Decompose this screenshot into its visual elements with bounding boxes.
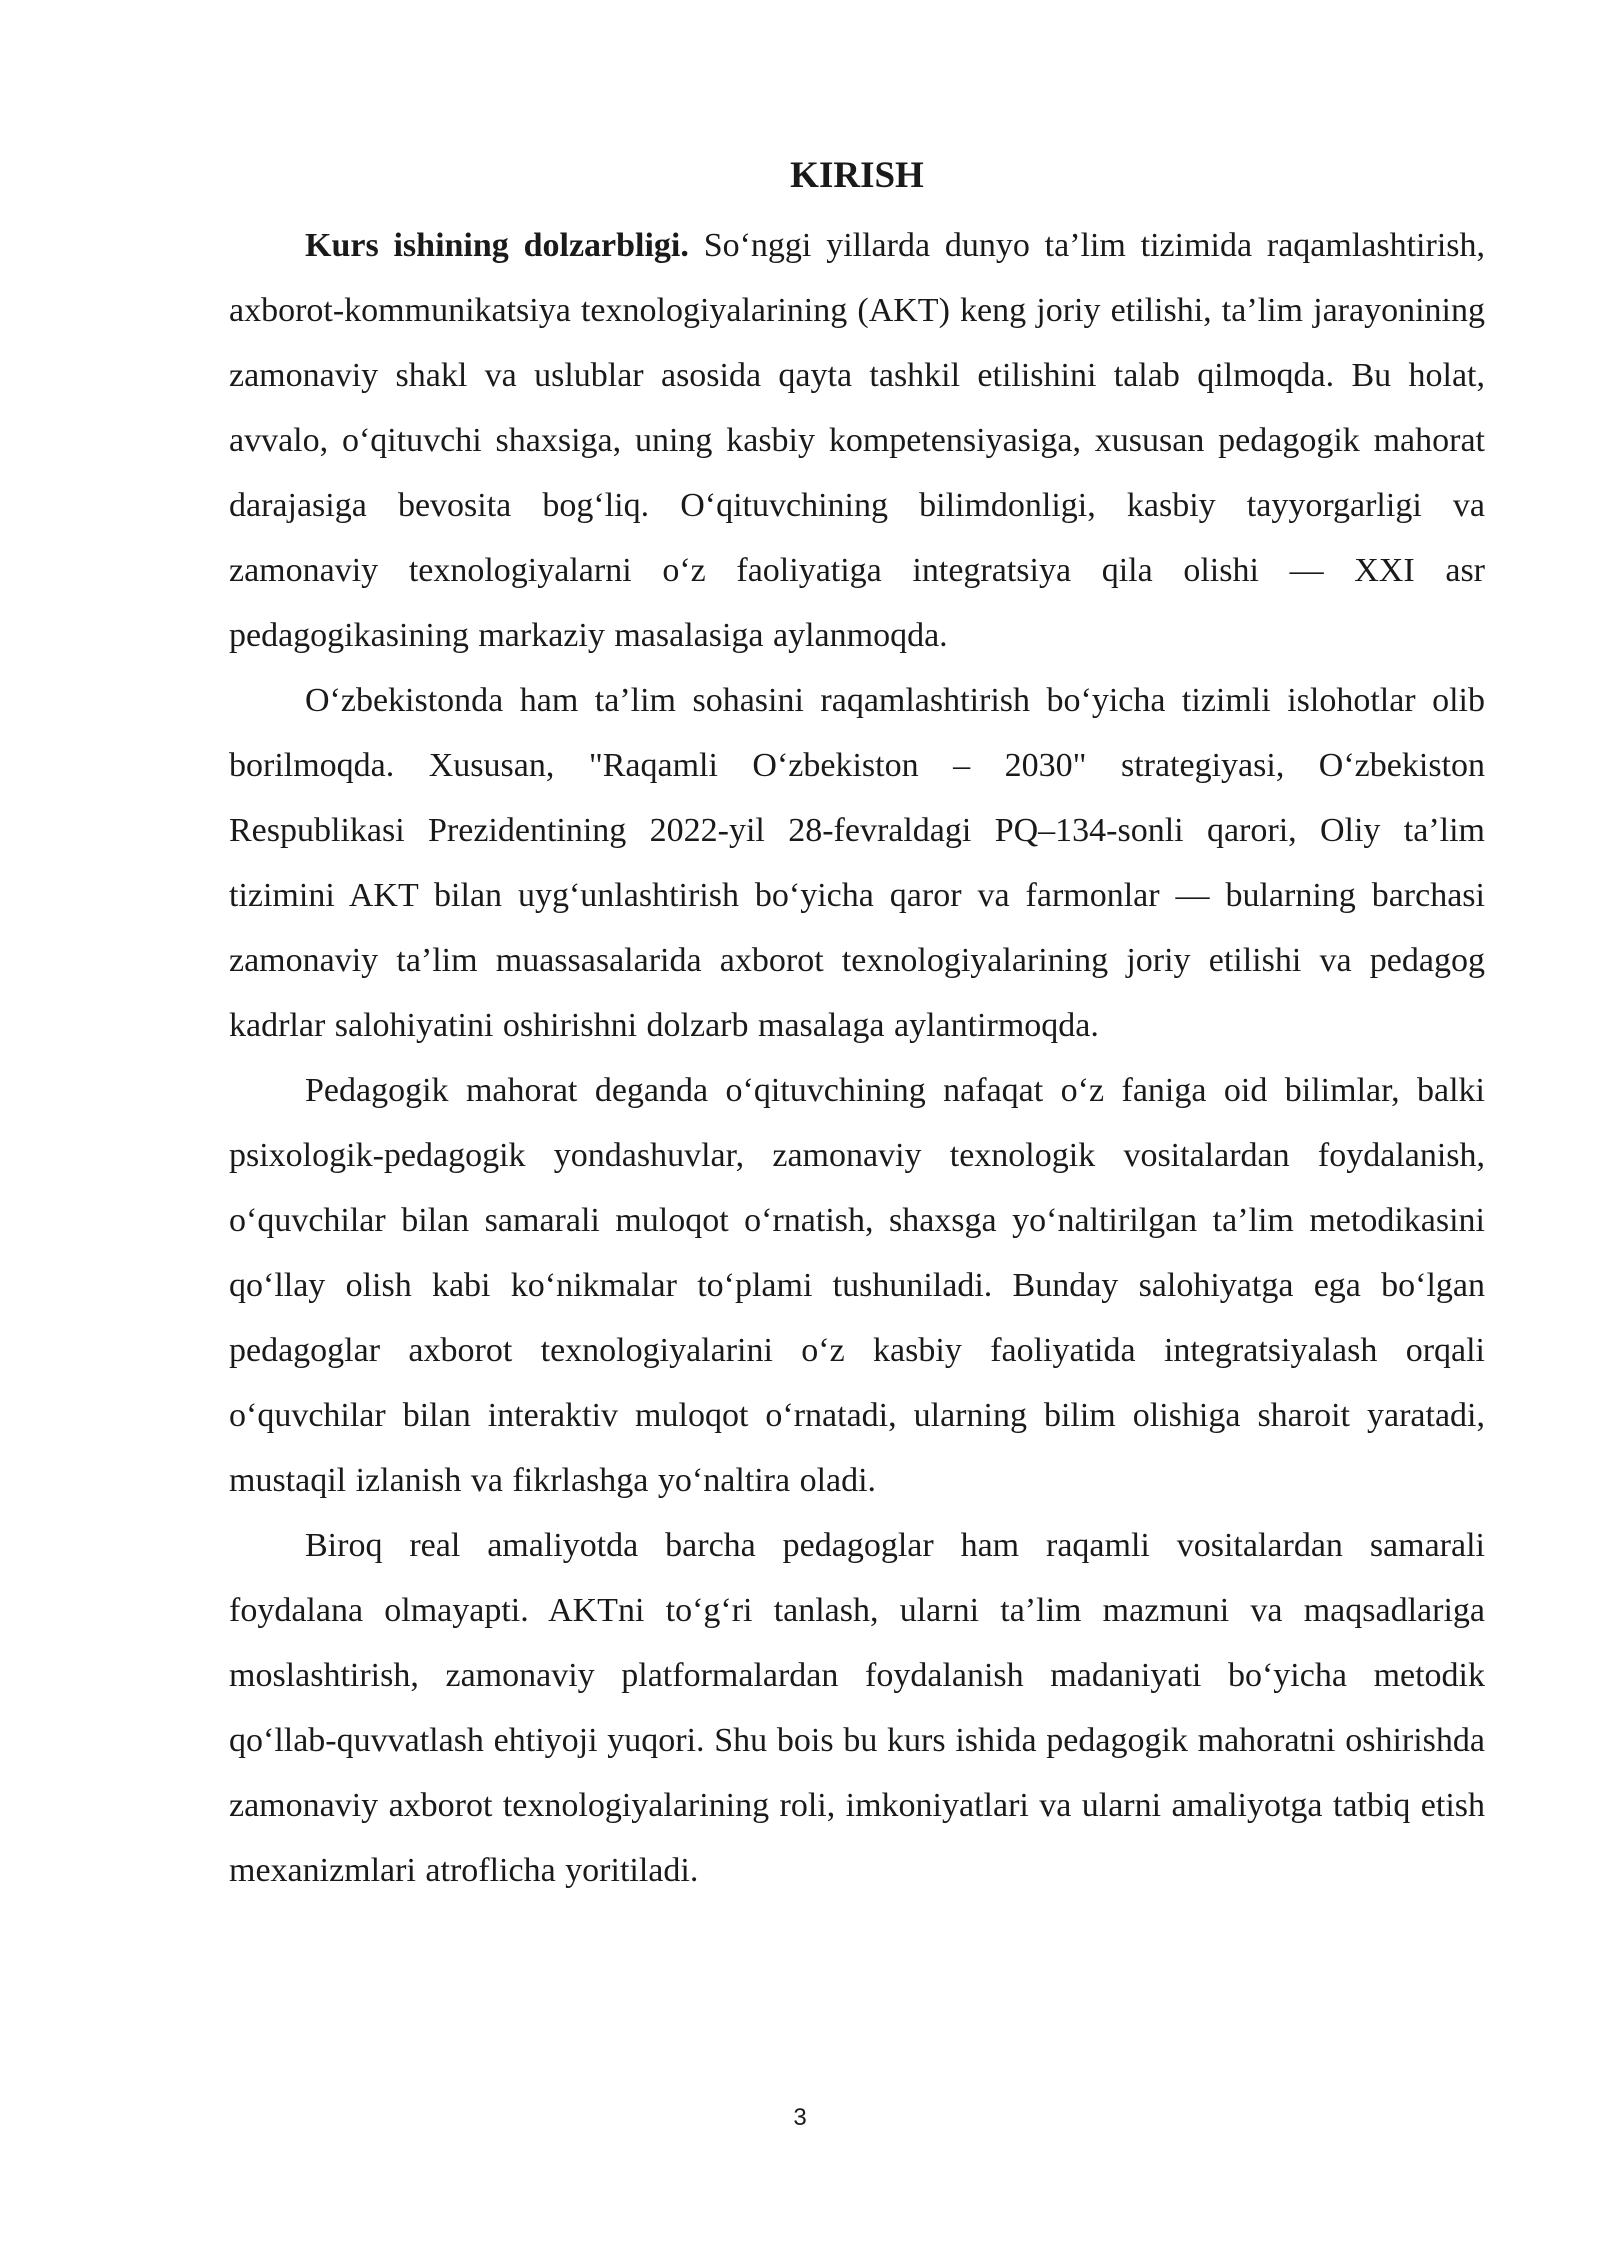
paragraph-lead-bold: Kurs ishining dolzarbligi. [305, 227, 689, 264]
section-title: KIRISH [790, 155, 924, 196]
page-number: 3 [793, 2104, 807, 2131]
paragraph-text: So‘nggi yillarda dunyo ta’lim tizimida raqamlashtirish, axborot-kommunikatsiya texnologiyalarining (AKT) keng joriy etilishi, ta’lim jarayonining zamonaviy shakl va uslublar asosida qayta tashkil etilishini talab qilmoqda. Bu holat, avvalo, o‘qituvchi shaxsiga, uning kasbiy kompetensiyasiga, xususan pedagogik mahorat darajasiga bevosita bog‘liq. O‘qituvchining bilimdonligi, kasbiy tayyorgarligi va zamonaviy texnologiyalarni o‘z faoliyatiga integratsiya qila olishi — XXI asr pedagogikasining markaziy masalasiga aylanmoqda. [229, 227, 1485, 654]
paragraph-pedagogical-skill: Pedagogik mahorat deganda o‘qituvchining nafaqat o‘z faniga oid bilimlar, balki psixologik-pedagogik yondashuvlar, zamonaviy texnologik vositalardan foydalanish, o‘quvchilar bilan samarali muloqot o‘rnatish, shaxsga yo‘naltirilgan ta’lim metodikasini qo‘llay olish kabi ko‘nikmalar to‘plami tushuniladi. Bunday salohiyatga ega bo‘lgan pedagoglar axborot texnologiyalarini o‘z kasbiy faoliyatida integratsiyalash orqali o‘quvchilar bilan interaktiv muloqot o‘rnatadi, ularning bilim olishiga sharoit yaratadi, mustaqil izlanish va fikrlashga yo‘naltira oladi. [229, 1072, 1485, 1499]
document-page [229, 150, 1485, 1903]
paragraph-relevance [229, 213, 1485, 668]
paragraph-reforms: O‘zbekistonda ham ta’lim sohasini raqamlashtirish bo‘yicha tizimli islohotlar olib borilmoqda. Xususan, "Raqamli O‘zbekiston – 2030" strategiyasi, O‘zbekiston Respublikasi Prezidentining 2022-yil 28-fevraldagi PQ–134-sonli qarori, Oliy ta’lim tizimini AKT bilan uyg‘unlashtirish bo‘yicha qaror va farmonlar — bularning barchasi zamonaviy ta’lim muassasalarida axborot texnologiyalarining joriy etilishi va pedagog kadrlar salohiyatini oshirishni dolzarb masalaga aylantirmoqda. [229, 682, 1485, 1044]
paragraph-practice: Biroq real amaliyotda barcha pedagoglar ham raqamli vositalardan samarali foydalana olmayapti. AKTni to‘g‘ri tanlash, ularni ta’lim mazmuni va maqsadlariga moslashtirish, zamonaviy platformalardan foydalanish madaniyati bo‘yicha metodik qo‘llab-quvvatlash ehtiyoji yuqori. Shu bois bu kurs ishida pedagogik mahoratni oshirishda zamonaviy axborot texnologiyalarining roli, imkoniyatlari va ularni amaliyotga tatbiq etish mexanizmlari atroflicha yoritiladi. [229, 1527, 1485, 1889]
